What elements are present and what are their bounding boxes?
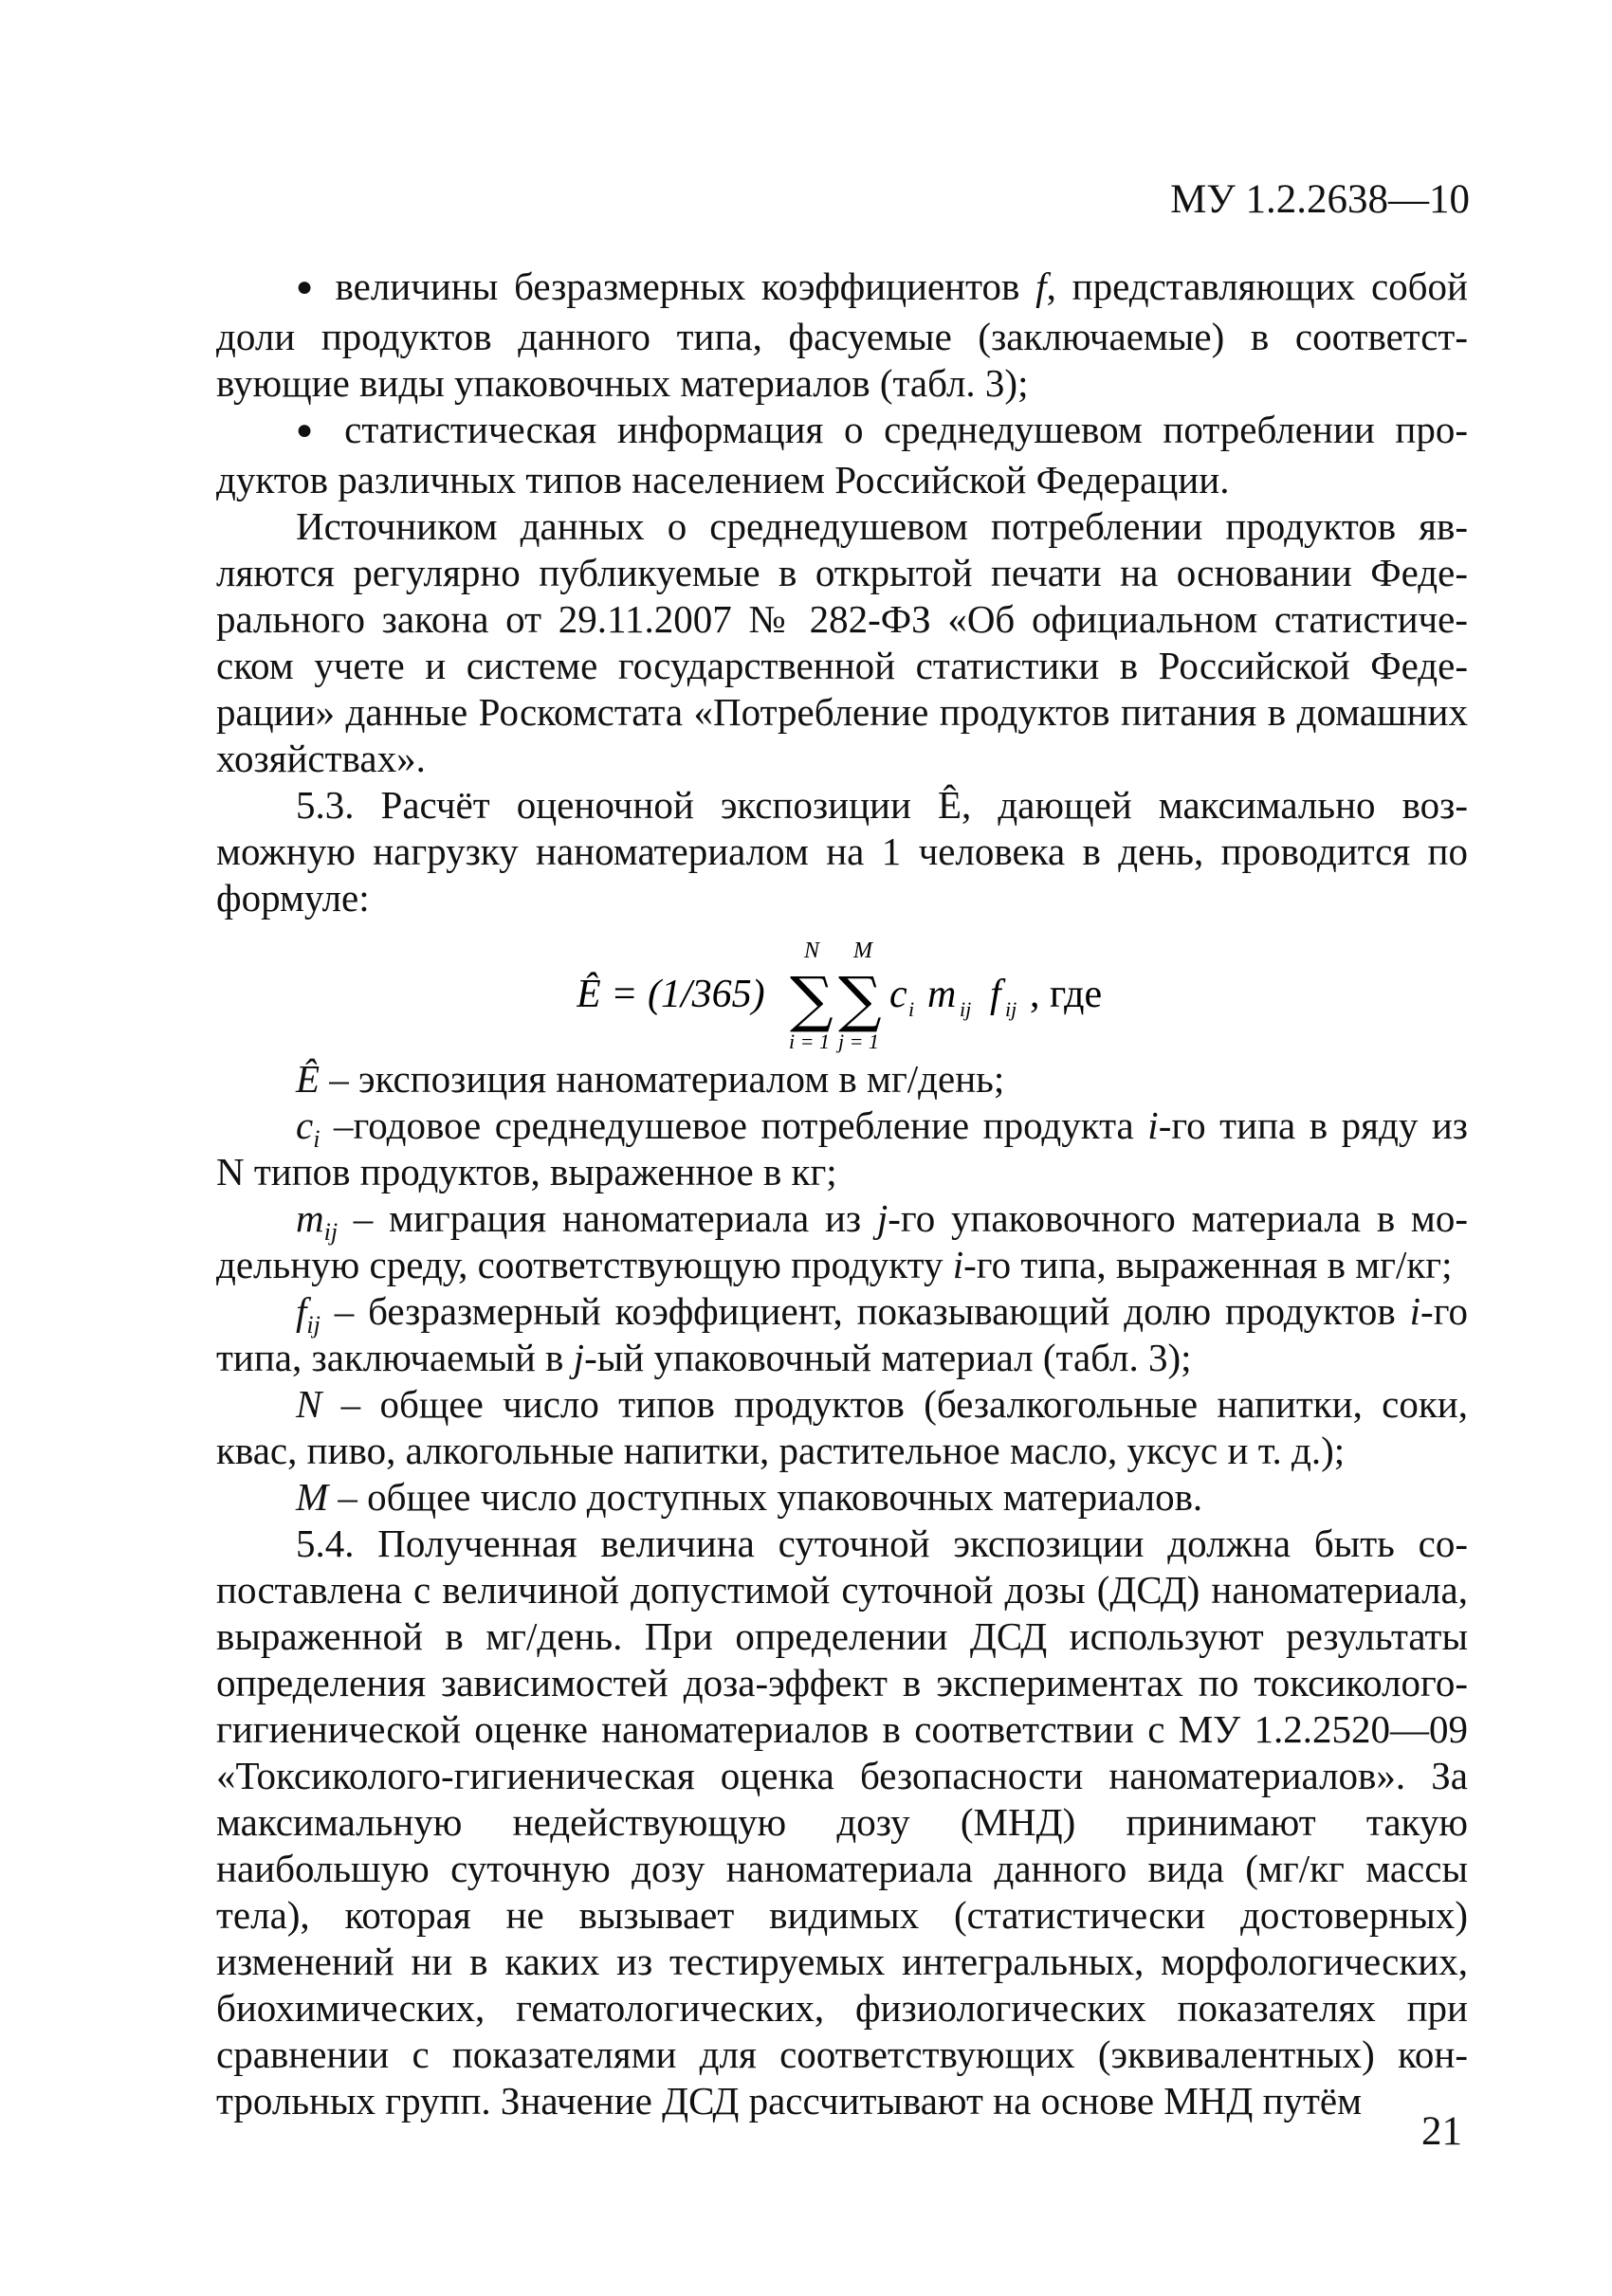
svg-text:i: i	[908, 997, 915, 1021]
svg-text:Ê = (1/365): Ê = (1/365)	[577, 973, 765, 1016]
paragraph-5-3: 5.3. Расчёт оценочной экспозиции Ê, дающей максимально возможную нагрузку наноматериалом на 1 человека в день, проводится по формуле:	[216, 783, 1468, 920]
page-body	[216, 264, 1468, 2124]
svg-text:ij: ij	[1005, 997, 1017, 1021]
svg-text:ij: ij	[960, 997, 972, 1021]
definition-E: Ê – экспозиция наноматериалом в мг/день;	[296, 1057, 1005, 1101]
svg-text:f: f	[990, 973, 1001, 1016]
sum-symbol: ∑	[838, 965, 882, 1035]
paragraph-5-4: 5.4. Полученная величина суточной экспозиции должна быть сопоставлена с величиной допустимой суточной дозы (ДСД) наноматериала, выраженной в мг/день. При определении ДСД используют результаты определения зависимостей доза-эффект в экспериментах по токсиколого-гигиенической оценке наноматериалов в соответствии с МУ 1.2.2520—09 «Токсиколого-гигиеническая оценка безопасности наноматериалов». За максимальную недействующую дозу (МНД) принимают такую наибольшую суточную дозу наноматериала данного вида (мг/кг массы тела), которая не вызывает видимых (статистически достоверных) изменений ни в каких из тестируемых интегральных, морфологических, биохимических, гематологических, физиологических показателях при сравнении с показателями для соответствующих (эквивалентных) контрольных групп. Значение ДСД рассчитывают на основе МНД путём	[216, 1522, 1468, 2123]
document-id-header: МУ 1.2.2638—10	[1170, 177, 1470, 222]
definition-N: N – общее число типов продуктов (безалкогольные напитки, соки, квас, пиво, алкогольные напитки, растительное масло, уксус и т. д.);	[216, 1382, 1468, 1472]
definition-c: $c_i$ –годовое среднедушевое потребление продукта i-го типа в ряду из N типов продуктов, выраженное в кг;	[216, 1103, 1468, 1194]
bullet-item-statistics: ● статистическая информация о среднедушевом потреблении продуктов различных типов населением Российской Федерации.	[216, 408, 1468, 501]
page-number: 21	[1421, 2109, 1462, 2154]
definition-f: $f_{ij}$ – безразмерный коэффициент, показывающий долю продуктов i-го типа, заключаемый в j-ый упаковочный материал (табл. 3);	[216, 1289, 1468, 1379]
exposure-formula	[216, 921, 1468, 1056]
bullet-icon: ●	[296, 414, 324, 446]
definition-M: M – общее число доступных упаковочных материалов.	[296, 1475, 1203, 1519]
paragraph-data-source: Источником данных о среднедушевом потреблении продуктов являются регулярно публикуемые в открытой печати на основании Федерального закона от 29.11.2007 № 282-ФЗ «Об официальном статистическом учете и системе государственной статистики в Российской Федерации» данные Роскомстата «Потребление продуктов питания в домашних хозяйствах».	[216, 504, 1468, 780]
definition-m: $m_{ij}$ – миграция наноматериала из j-го упаковочного материала в модельную среду, соответствующую продукту i-го типа, выраженная в мг/кг;	[216, 1196, 1469, 1286]
sum-upper-limit: M	[853, 938, 872, 963]
svg-text:c: c	[889, 973, 907, 1016]
sum-lower-limit: j = 1	[838, 1030, 879, 1053]
sum-symbol: ∑	[790, 965, 833, 1035]
svg-text:m: m	[927, 973, 957, 1016]
bullet-item-coefficients: ● величины безразмерных коэффициентов f, представляющих собой доли продуктов данного типа, фасуемые (заключаемые) в соответствующие виды упаковочных материалов (табл. 3);	[216, 264, 1468, 405]
sum-lower-limit: i = 1	[789, 1030, 830, 1053]
bullet-icon: ●	[296, 271, 320, 302]
sum-upper-limit: N	[804, 938, 820, 963]
svg-text:, где: , где	[1030, 973, 1103, 1016]
formula-graphic	[577, 921, 1164, 1056]
